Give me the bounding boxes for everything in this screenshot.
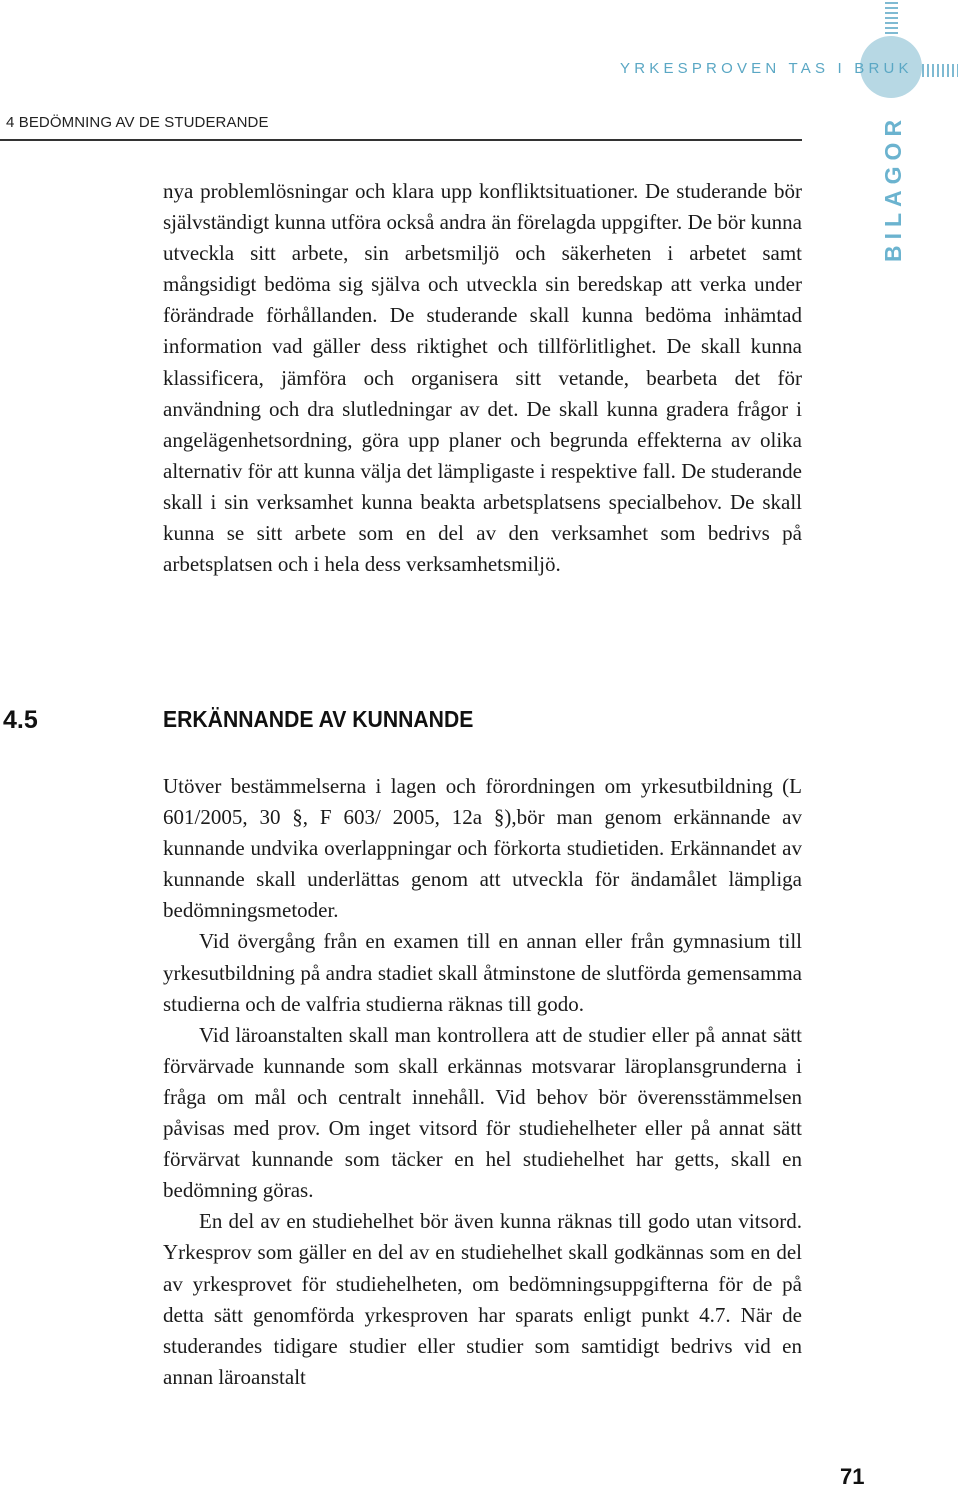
brand-header: YRKESPROVEN TAS I BRUK — [620, 60, 913, 77]
section-paragraph-3: Vid läroanstalten skall man kontrollera att de studier eller på annat sätt förvärvade kunnande som skall erkännas motsvarar läroplansgrunderna i fråga om mål och centralt innehåll. Vid behov bör överensstämmelsen påvisas med prov. Om inget vitsord för studiehelheter eller på annat sätt förvärvat kunnande som täcker en hel studiehelhet har getts, skall en bedömning göras. — [163, 1022, 802, 1203]
section-paragraph-2: Vid övergång från en examen till en annan eller från gymnasium till yrkesutbildning på andra stadiet skall åtminstone de slutförda gemensamma studierna och de valfria studierna räknas till godo. — [163, 929, 802, 1016]
page-number: 71 — [840, 1464, 865, 1489]
intro-paragraph: nya problemlösningar och klara upp konfliktsituationer. De studerande bör självständigt kunna utföra också andra än förelagda uppgifter. De bör kunna utveckla sitt arbete, sin arbetsmiljö och säkerheten i arbetet samt mångsidigt bedöma sig själva och utveckla sin beredskap att verka under förändrade förhållanden. De studerande skall kunna bedöma inhämtad information vad gäller dess riktighet och tillförlitlighet. De skall kunna klassificera, jämföra och organisera sitt vetande, bearbeta det för användning och dra slutledningar av det. De skall kunna gradera frågor i angelägenhetsordning, göra upp planer och begrunda effekterna av olika alternativ för att kunna välja det lämpligaste i respektive fall. De studerande skall i sin verksamhet kunna beakta arbetsplatsens specialbehov. De skall kunna se sitt arbete som en del av den verksamhet som bedrivs på arbetsplatsen och i hela dess verksamhetsmiljö. — [163, 179, 802, 577]
intro-text — [163, 176, 802, 580]
section-body — [163, 771, 802, 1393]
section-title: ERKÄNNANDE AV KUNNANDE — [163, 706, 474, 732]
decorative-tick-marks-vertical — [885, 2, 898, 36]
header-rule — [0, 139, 802, 141]
section-number: 4.5 — [3, 706, 38, 734]
section-paragraph-1: Utöver bestämmelserna i lagen och förordningen om yrkesutbildning (L 601/2005, 30 §, F 603/ 2005, 12a §),bör man genom erkännande av kunnande undvika overlappningar och förkorta studietiden. Erkännandet av kunnande skall underlättas genom att utveckla för ändamålet lämpliga bedömningsmetoder. — [163, 774, 802, 923]
decorative-tick-marks-horizontal — [922, 64, 958, 77]
side-section-label: BILAGOR — [880, 113, 906, 262]
chapter-title: 4 BEDÖMNING AV DE STUDERANDE — [6, 114, 269, 131]
section-paragraph-4: En del av en studiehelhet bör även kunna räknas till godo utan vitsord. Yrkesprov som gäller en del av en studiehelhet skall godkännas som en del av yrkesprovet för studiehelheten, om bedömningsuppgifterna för de på detta sätt genomförda yrkesproven har sparats enligt punkt 4.7. När de studerandes tidigare studier eller studier som samtidigt bedrivs vid en annan läroanstalt — [163, 1209, 802, 1389]
